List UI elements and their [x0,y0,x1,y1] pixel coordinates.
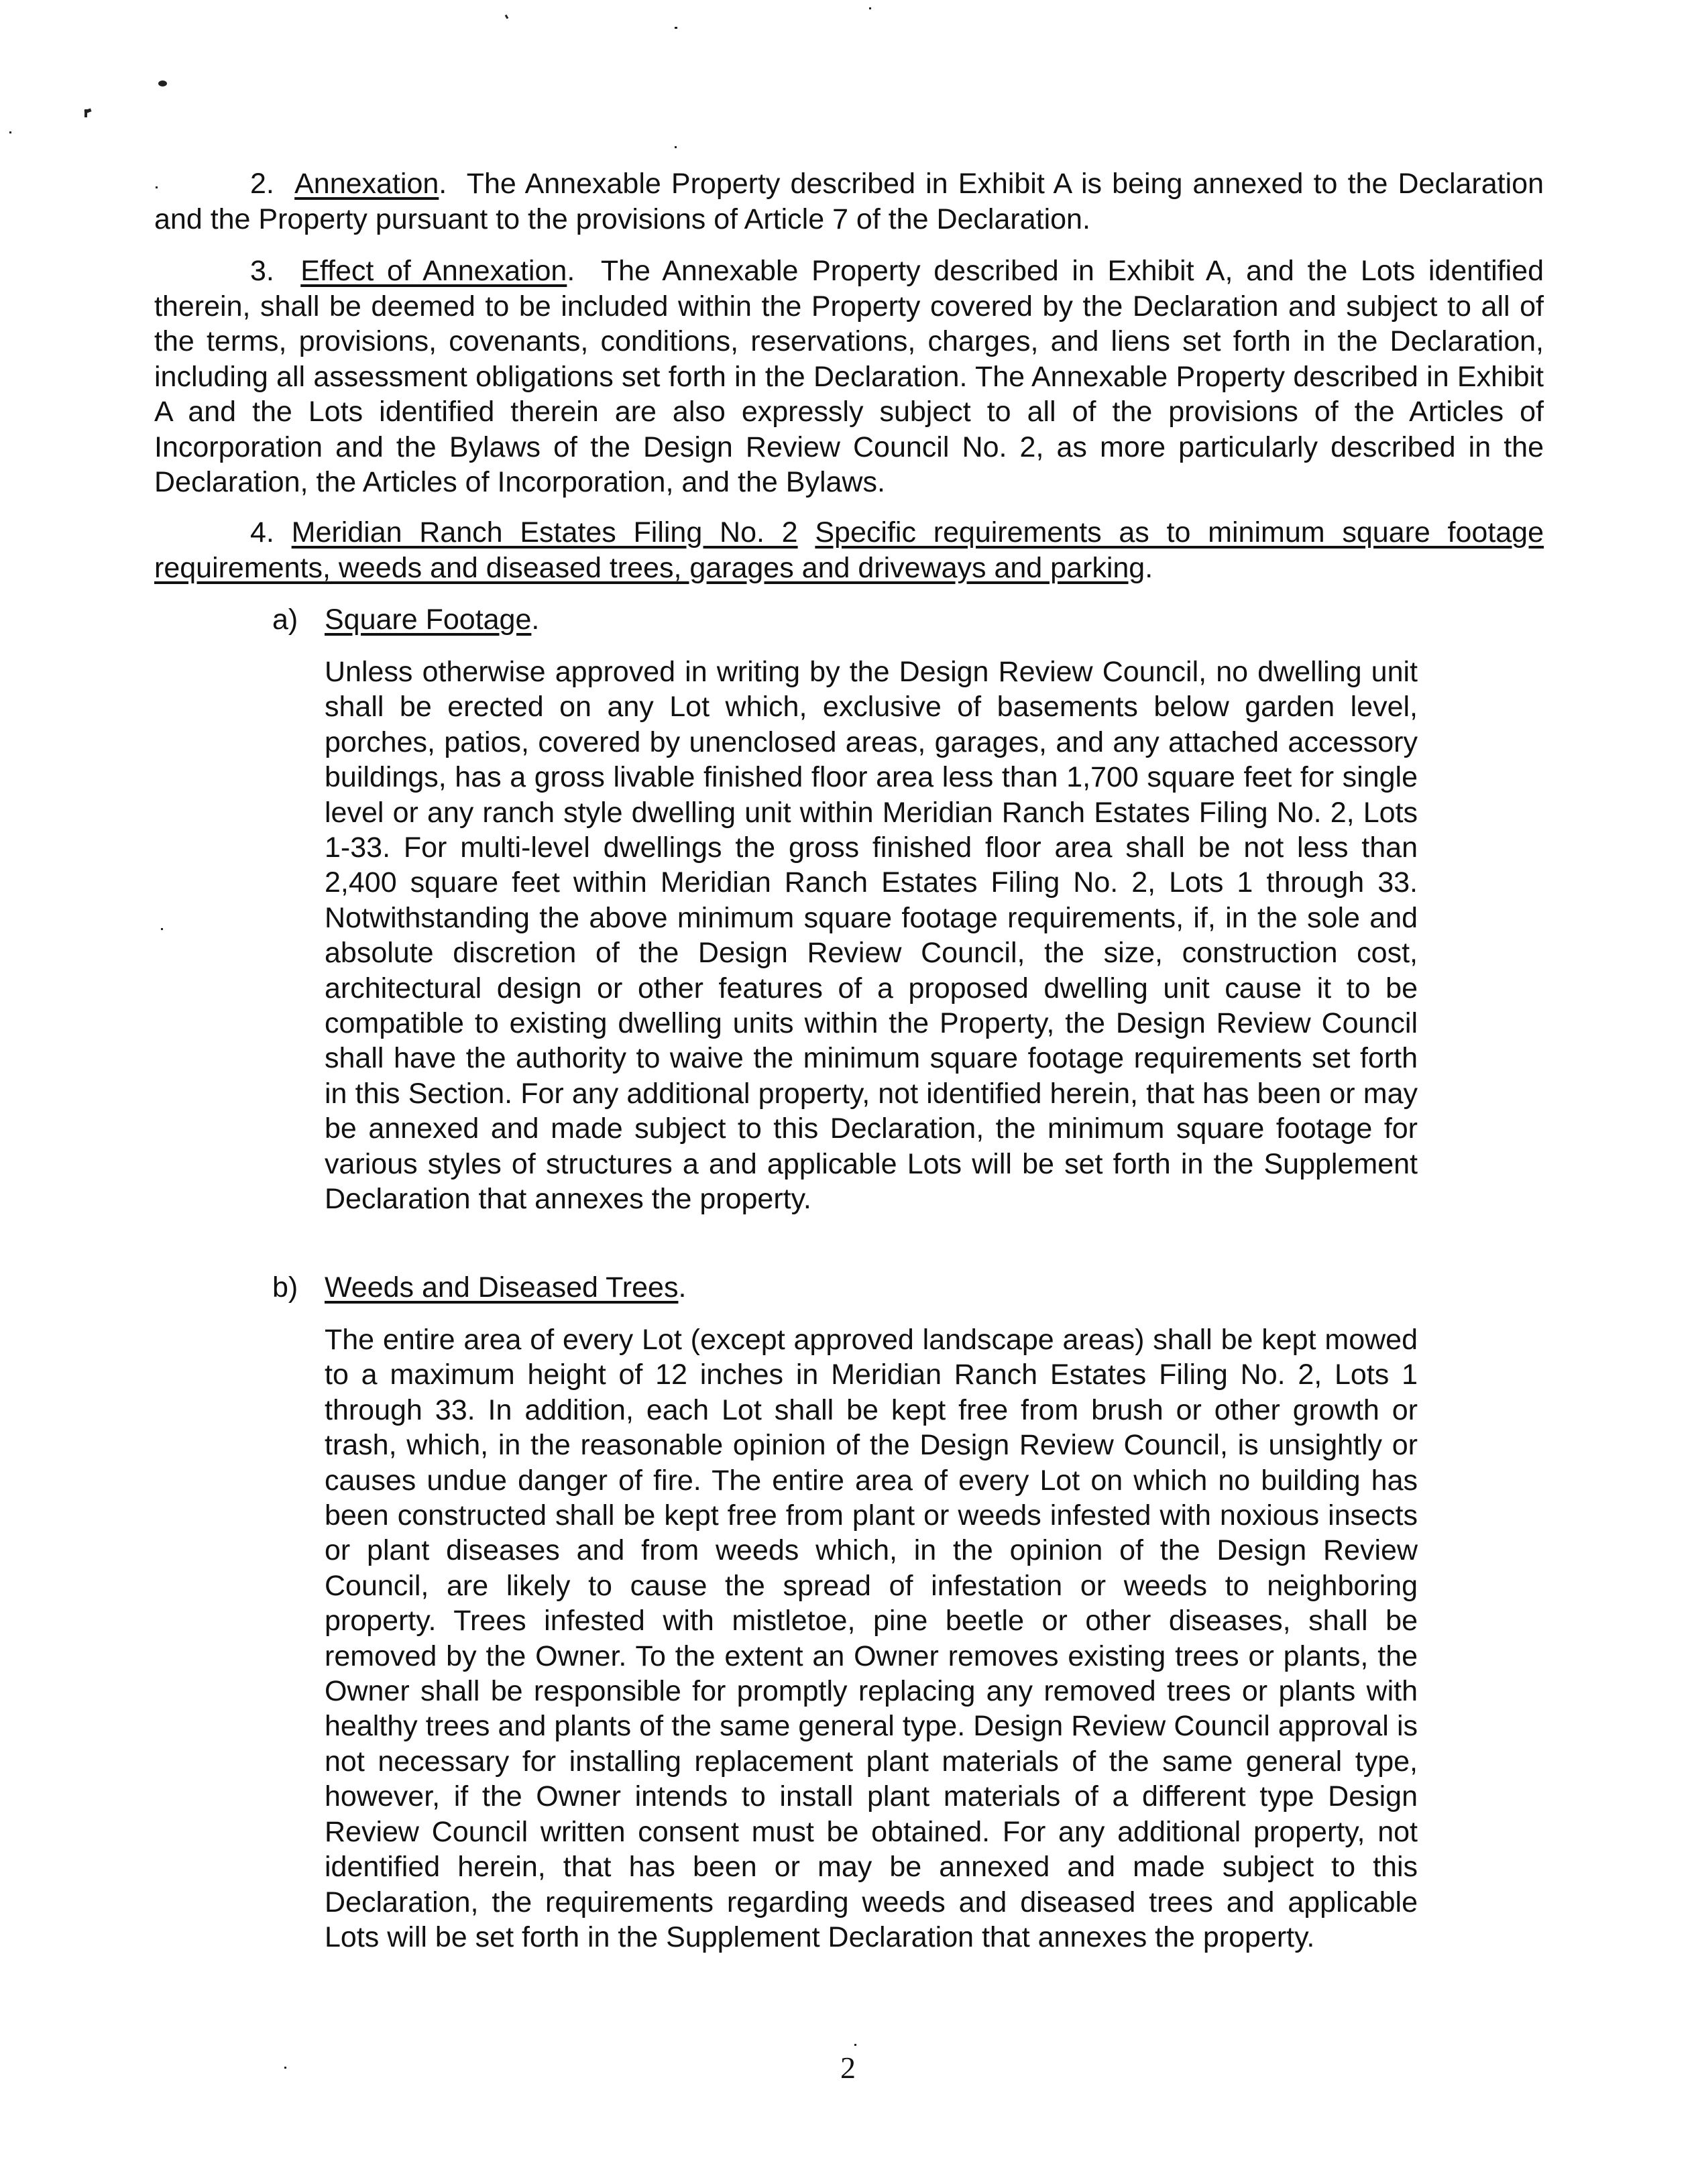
scan-speck [505,15,509,19]
scan-speck [84,109,87,117]
scan-speck [9,131,11,133]
subsection-title: Square Footage [325,604,532,636]
scan-speck [161,928,163,930]
scan-speck [675,27,677,29]
scan-speck [854,2044,856,2046]
section-number: 2. [250,168,274,200]
subsection-letter: b) [272,1271,298,1304]
subsection-b-body: The entire area of every Lot (except approved landscape areas) shall be kept mowed to a maximum height of 12 inches in Meridian Ranch Estates Filing No. 2, Lots 1 through 33. In addition, each Lot shall be kept free from brush or other growth or trash, which, in the reasonable opinion of the Design Review Council, is unsightly or causes undue danger of fire. The entire area of every Lot on which no building has been constructed shall be kept free from plant or weeds infested with noxious insects or plant diseases and from weeds which, in the opinion of the Design Review Council, are likely to cause the spread of infestation or weeds to neighboring property. Trees infested with mistletoe, pine beetle or other diseases, shall be removed by the Owner. To the extent an Owner removes existing trees or plants, the Owner shall be responsible for promptly replacing any removed trees or plants with healthy trees and plants of the same general type. Design Review Council approval is not necessary for installing replacement plant materials of the same general type, however, if the Owner intends to install plant materials of a different type Design Review Council written consent must be obtained. For any additional property, not identified herein, that has been or may be annexed and made subject to this Declaration, the requirements regarding weeds and diseased trees and applicable Lots will be set forth in the Supplement Declaration that annexes the property. [325,1324,1418,1953]
scan-speck [675,146,677,148]
section-heading-continued: Specific requirements as to minimum square footage requirements, weeds and diseased trees, garages and driveways and parking [154,516,1544,584]
subsection-letter: a) [272,604,298,636]
subsection-title: Weeds and Diseased Trees [325,1271,679,1304]
section-text: The Annexable Property described in Exhibit A is being annexed to the Declaration and the Property pursuant to the provisions of Article 7 of the Declaration. [154,168,1544,235]
scan-speck [158,80,167,87]
section-heading: Effect of Annexation [300,255,567,287]
section-heading: Annexation [294,168,439,200]
section-number: 4. [250,516,274,549]
section-annexation: 2. Annexation. The Annexable Property described in Exhibit A is being annexed to the Declaration and the Property pursuant to the provisions of Article 7 of the Declaration. [154,168,1544,235]
section-heading: Meridian Ranch Estates Filing No. 2 [291,516,798,549]
section-text: The Annexable Property described in Exhibit A, and the Lots identified therein, shall be deemed to be included within the Property covered by the Declaration and subject to all of the terms, provisions, covenants, conditions, reservations, charges, and liens set forth in the Declaration, including all assessment obligations set forth in the Declaration. The Annexable Property described in Exhibit A and the Lots identified therein are also expressly subject to all of the provisions of the Articles of Incorporation and the Bylaws of the Design Review Council No. 2, as more particularly described in the Declaration, the Articles of Incorporation, and the Bylaws. [154,255,1544,498]
scan-speck [869,7,871,9]
subsection-a-heading: a) Square Footage. [272,604,540,636]
subsection-a-body: Unless otherwise approved in writing by the Design Review Council, no dwelling unit shall be erected on any Lot which, exclusive of basements below garden level, porches, patios, covered by unenclosed areas, garages, and any attached accessory buildings, has a gross livable finished floor area less than 1,700 square feet for single level or any ranch style dwelling unit within Meridian Ranch Estates Filing No. 2, Lots 1-33. For multi-level dwellings the gross finished floor area shall be not less than 2,400 square feet within Meridian Ranch Estates Filing No. 2, Lots 1 through 33. Notwithstanding the above minimum square footage requirements, if, in the sole and absolute discretion of the Design Review Council, the size, construction cost, architectural design or other features of a proposed dwelling unit cause it to be compatible to existing dwelling units within the Property, the Design Review Council shall have the authority to waive the minimum square footage requirements set forth in this Section. For any additional property, not identified herein, that has been or may be annexed and made subject to this Declaration, the minimum square footage for various styles of structures a and applicable Lots will be set forth in the Supplement Declaration that annexes the property. [325,656,1418,1216]
section-effect-of-annexation: 3. Effect of Annexation. The Annexable Property described in Exhibit A, and the Lots identified therein, shall be deemed to be included within the Property covered by the Declaration and subject to all of the terms, provisions, covenants, conditions, reservations, charges, and liens set forth in the Declaration, including all assessment obligations set forth in the Declaration. The Annexable Property described in Exhibit A and the Lots identified therein are also expressly subject to all of the provisions of the Articles of Incorporation and the Bylaws of the Design Review Council No. 2, as more particularly described in the Declaration, the Articles of Incorporation, and the Bylaws. [154,255,1544,498]
subsection-b-heading: b) Weeds and Diseased Trees. [272,1271,687,1304]
page-number: 2 [840,2051,856,2085]
section-meridian-requirements: 4. Meridian Ranch Estates Filing No. 2 Specific requirements as to minimum square footage requirements, weeds and diseased trees, garages and driveways and parking. [154,516,1544,584]
section-number: 3. [250,255,274,287]
